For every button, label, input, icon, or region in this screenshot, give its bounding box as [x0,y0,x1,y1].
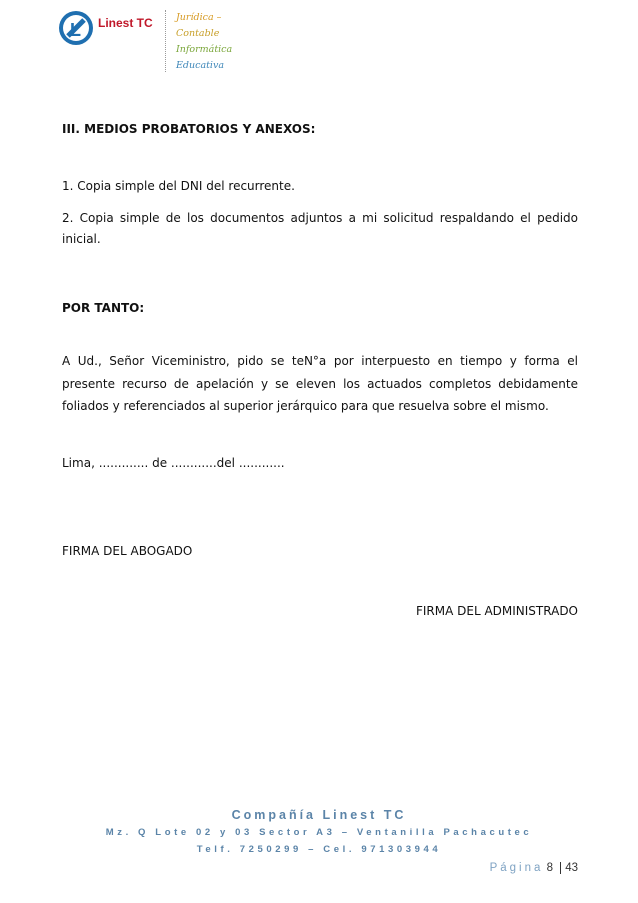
tagline-juridica: Jurídica – [176,12,222,23]
tagline-informatica: Informática [176,44,233,55]
footer-phones: Telf. 7250299 – Cel. 971303944 [196,844,442,855]
company-logo [58,6,160,46]
tagline-contable: Contable [176,28,220,39]
page-label: Página [489,862,544,874]
list-item: 1. Copia simple del DNI del recurrente. [62,179,295,193]
tagline-educativa: Educativa [176,60,225,71]
request-paragraph: A Ud., Señor Viceministro, pido se teN°a por interpuesto en tiempo y forma el presente recurso de apelación y se eleven los actuados completos debidamente foliados y referenciados al superior jerárquico para que resuelva sobre el mismo. [62,354,578,413]
signature-lawyer: FIRMA DEL ABOGADO [62,544,193,558]
header-divider [165,10,166,72]
page-current: 8 [546,862,553,874]
page-total: 43 [565,862,578,874]
page-number [490,862,578,874]
logo-text: Linest TC [98,16,153,30]
place-date-line: Lima, ............. de ............del ............ [62,456,285,470]
list-item: 2. Copia simple de los documentos adjuntos a mi solicitud respaldando el pedido inicial. [62,211,578,246]
document-header [58,6,258,76]
section-title: III. MEDIOS PROBATORIOS Y ANEXOS: [62,122,316,136]
footer-company: Compañía Linest TC [231,808,407,822]
tagline [176,10,232,74]
page-separator [560,862,561,874]
signature-administered: FIRMA DEL ADMINISTRADO [415,604,578,618]
logo-l-icon [58,10,94,46]
footer-address: Mz. Q Lote 02 y 03 Sector A3 – Ventanilla Pachacutec [105,827,533,838]
por-tanto-heading: POR TANTO: [62,301,145,315]
svg-text:L: L [70,20,81,40]
